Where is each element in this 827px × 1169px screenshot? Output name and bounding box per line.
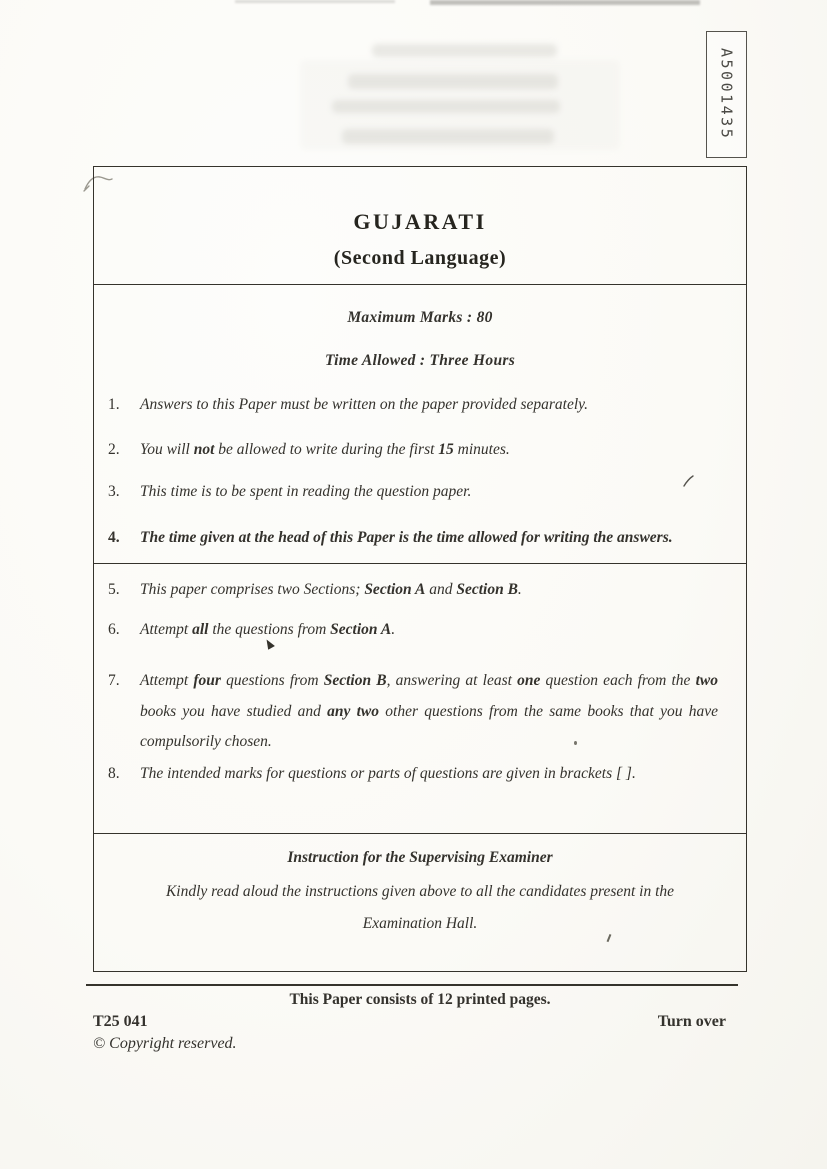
- serial-number: A5001435: [717, 48, 736, 141]
- item-text-segment: This paper comprises two Sections;: [140, 581, 365, 598]
- item-text-segment: .: [517, 581, 522, 598]
- item-text-segment: question each from the: [540, 672, 696, 689]
- maximum-marks: Maximum Marks : 80: [347, 309, 493, 326]
- speck-mark: [574, 741, 577, 745]
- item-text-segment: questions from: [220, 672, 324, 689]
- turn-over-label: Turn over: [657, 1013, 726, 1030]
- item-text-segment: one: [517, 672, 541, 689]
- item-text-segment: other questions from the same books that you have compulsorily chosen.: [140, 702, 718, 750]
- item-text-segment: four: [193, 672, 221, 689]
- item-number: 2.: [108, 441, 120, 458]
- item-number: 4.: [108, 529, 120, 546]
- item-text-segment: You will: [140, 441, 194, 458]
- instruction-item-1: [106, 395, 718, 415]
- examiner-note-line2: Examination Hall.: [362, 915, 478, 932]
- serial-number-box: [706, 31, 747, 158]
- item-text-segment: 15: [438, 441, 454, 458]
- item-text-segment: The time given at the head of this Paper is the time allowed for writing the answers.: [140, 529, 673, 546]
- item-text-segment: all: [192, 621, 209, 638]
- instruction-item-2: [106, 440, 718, 460]
- examiner-note-heading: Instruction for the Supervising Examiner: [287, 849, 553, 866]
- item-text-segment: two: [695, 672, 718, 689]
- instruction-item-6: [106, 620, 718, 640]
- item-text-segment: Section B: [323, 672, 387, 689]
- section-divider: [94, 563, 746, 564]
- item-text-segment: Answers to this Paper must be written on the paper provided separately.: [140, 396, 589, 413]
- instruction-item-7: [106, 666, 718, 758]
- item-text-segment: The intended marks for questions or parts of questions are given in brackets [ ].: [140, 765, 636, 782]
- bleedthrough-smudge: [300, 60, 620, 150]
- footer-rule: [86, 984, 738, 986]
- examiner-note-line1: Kindly read aloud the instructions given above to all the candidates present in the: [165, 883, 675, 900]
- item-text-segment: This time is to be spent in reading the question paper.: [140, 483, 472, 500]
- item-text-segment: be allowed to write during the first: [214, 441, 439, 458]
- pen-tick-mark: [682, 474, 696, 488]
- bleedthrough-smudge: [372, 44, 557, 57]
- scan-edge-smudge: [235, 0, 395, 3]
- item-number: 1.: [108, 396, 120, 413]
- paper-subtitle: (Second Language): [333, 247, 507, 269]
- time-allowed: Time Allowed : Three Hours: [324, 352, 516, 369]
- item-text-segment: , answering at least: [386, 672, 518, 689]
- pages-note: This Paper consists of 12 printed pages.: [289, 991, 551, 1008]
- item-text-segment: Attempt: [140, 672, 194, 689]
- item-text-segment: the questions from: [208, 621, 331, 638]
- instructions-box: [93, 166, 747, 972]
- item-text-segment: books you have studied and: [140, 702, 328, 720]
- instruction-item-3: [106, 482, 718, 502]
- item-text-segment: not: [193, 441, 215, 458]
- section-divider: [94, 284, 746, 285]
- instruction-item-8: [106, 764, 718, 784]
- instruction-item-4: [106, 528, 718, 548]
- paper-title: GUJARATI: [353, 209, 487, 234]
- item-number: 7.: [108, 672, 120, 689]
- copyright-notice: © Copyright reserved.: [93, 1035, 237, 1052]
- item-number: 3.: [108, 483, 120, 500]
- item-text-segment: and: [425, 581, 457, 598]
- item-text-segment: Attempt: [140, 621, 193, 638]
- scan-edge-smudge: [430, 0, 700, 5]
- instruction-item-5: [106, 580, 718, 600]
- item-text-segment: any two: [327, 702, 380, 720]
- paper-code: T25 041: [93, 1013, 148, 1030]
- item-number: 5.: [108, 581, 120, 598]
- item-number: 8.: [108, 765, 120, 782]
- item-text-segment: Section A: [330, 621, 392, 638]
- item-text-segment: .: [391, 621, 396, 638]
- item-text-segment: Section B: [456, 581, 518, 598]
- item-text-segment: Section A: [364, 581, 426, 598]
- section-divider: [94, 833, 746, 834]
- item-number: 6.: [108, 621, 120, 638]
- item-text-segment: minutes.: [453, 441, 510, 458]
